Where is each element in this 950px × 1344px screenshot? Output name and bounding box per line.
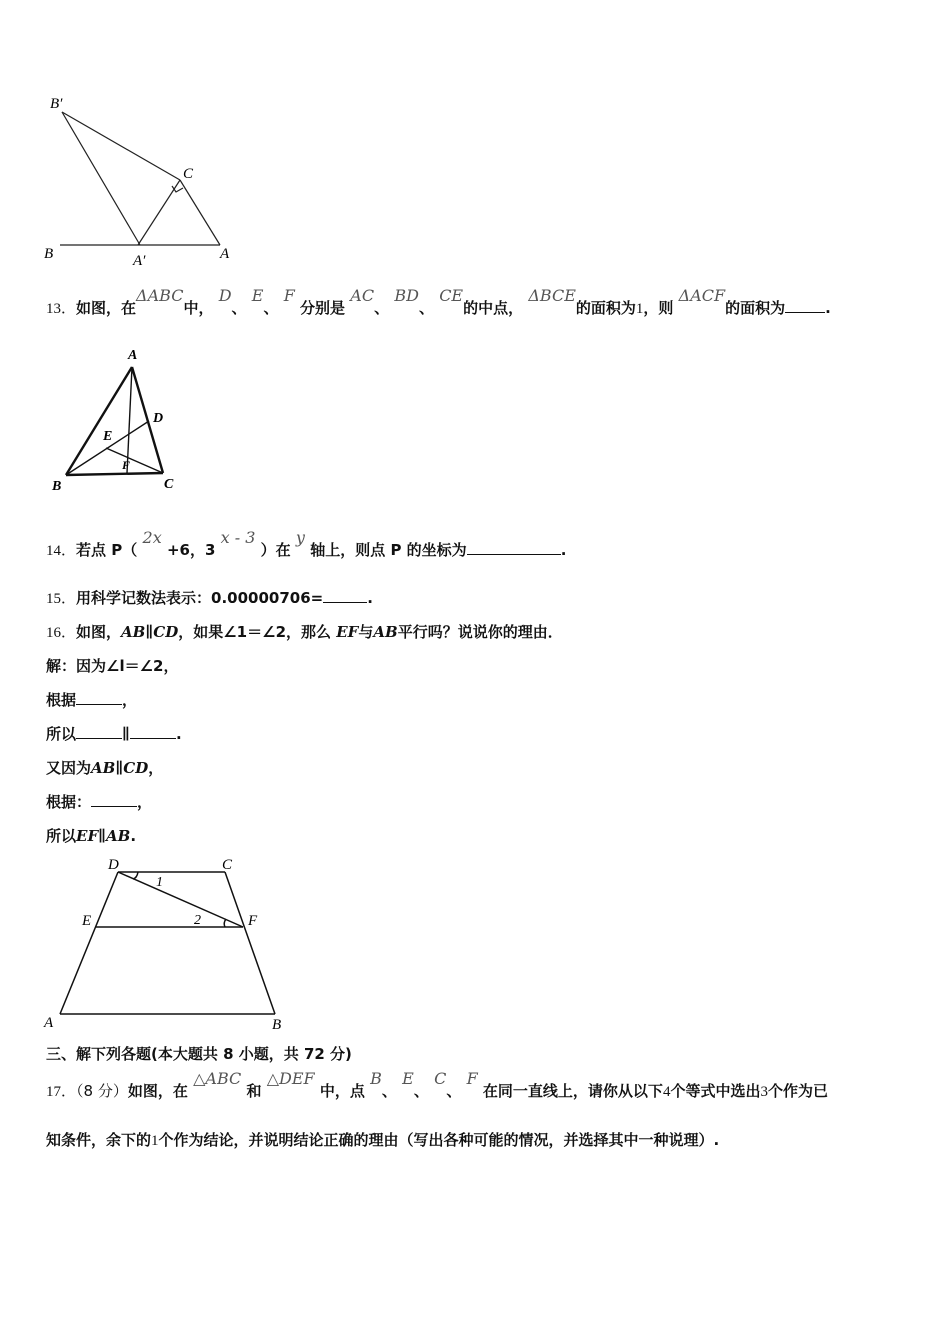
q14-answer-blank[interactable] xyxy=(467,540,561,555)
label-c: C xyxy=(164,477,174,492)
label-c: C xyxy=(183,166,194,182)
section-3-title: 三、解下列各题(本大题共 8 小题，共 72 分) xyxy=(46,1045,352,1063)
figure-rotated-triangle xyxy=(40,92,240,272)
figure-trapezoid xyxy=(40,852,300,1034)
q13-number: 13． xyxy=(46,301,77,317)
q16-solution-line-3: 所以 ∥ . xyxy=(46,725,182,743)
question-17: 17．（8 分）如图，在 △ABC 和 △DEF 中，点 B、 E、 C、 F 在同一直线上，请你从以下4个等式中选出3个作为已 xyxy=(46,1069,828,1100)
label-b-prime: B′ xyxy=(50,96,63,112)
label-a: A xyxy=(44,1015,54,1031)
label-d: D xyxy=(108,857,119,873)
q13-triangle-abc: ΔABC xyxy=(136,286,184,305)
q16-solution-line-1: 解：因为∠l＝∠2， xyxy=(46,657,179,675)
q16-blank-line-2[interactable] xyxy=(130,724,176,739)
q16-blank-reason-2[interactable] xyxy=(91,792,137,807)
label-f: F xyxy=(248,913,258,929)
question-16: 16．如图，AB∥CD，如果∠1＝∠2，那么 EF与AB平行吗？说说你的理由． xyxy=(46,623,563,641)
label-d: D xyxy=(153,411,164,426)
q15-answer-blank[interactable] xyxy=(323,588,367,603)
label-1: 1 xyxy=(156,875,163,890)
label-b: B xyxy=(52,479,62,494)
q16-blank-line-1[interactable] xyxy=(76,724,122,739)
label-f: F xyxy=(122,458,131,472)
label-c: C xyxy=(222,857,233,873)
q16-blank-reason-1[interactable] xyxy=(76,690,122,705)
q16-solution-line-6: 所以EF∥AB. xyxy=(46,827,137,845)
question-15: 15．用科学记数法表示：0.00000706= . xyxy=(46,589,373,607)
label-e: E xyxy=(82,913,92,929)
label-a-prime: A′ xyxy=(133,253,146,269)
q13-answer-blank[interactable] xyxy=(785,298,825,313)
q16-solution-line-4: 又因为AB∥CD， xyxy=(46,759,164,777)
label-e: E xyxy=(103,429,113,444)
q16-solution-line-5: 根据： ， xyxy=(46,793,153,811)
label-b: B xyxy=(272,1017,282,1033)
figure-triangle-midpoints xyxy=(46,345,196,495)
question-13: 13．如图，在ΔABC中， D、 E、 F 分别是 AC、 BD、 CE的中点， ΔBCE的面积为1，则 ΔACF的面积为 . xyxy=(46,286,831,317)
label-a: A xyxy=(128,348,138,363)
label-b: B xyxy=(44,246,54,262)
label-a: A xyxy=(220,246,230,262)
question-14: 14．若点 P（ 2x +6，3 x - 3 ）在 y 轴上，则点 P 的坐标为 . xyxy=(46,528,567,559)
question-17-line-2: 知条件，余下的1个作为结论，并说明结论正确的理由（写出各种可能的情况，并选择其中一种说理）. xyxy=(46,1131,720,1149)
q16-solution-line-2: 根据 ， xyxy=(46,691,138,709)
label-2: 2 xyxy=(194,913,201,928)
